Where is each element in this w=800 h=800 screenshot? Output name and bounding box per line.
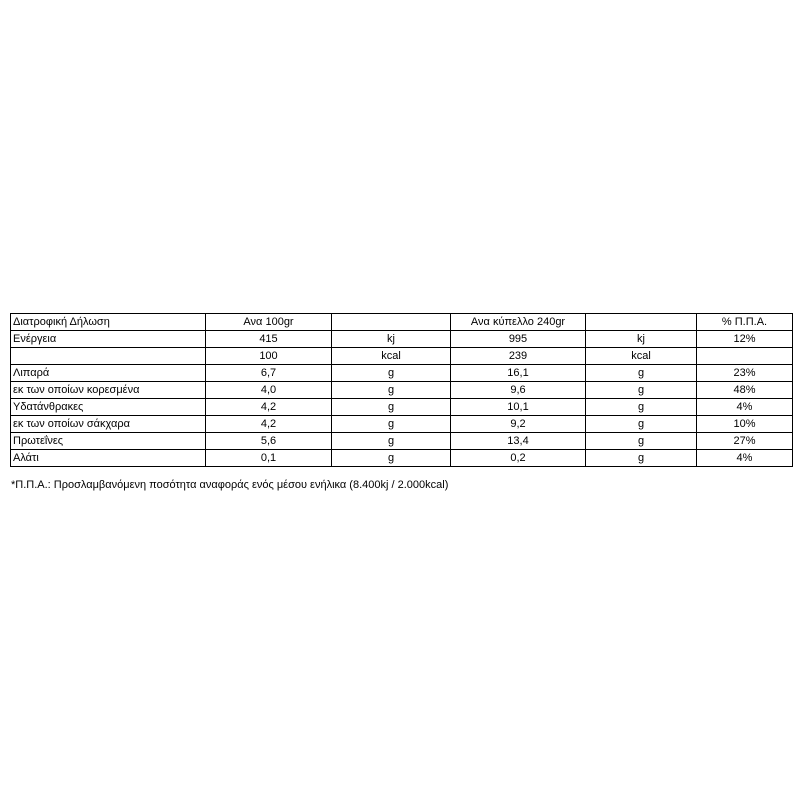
value-per-cup: 13,4 — [451, 433, 586, 450]
value-per-100: 5,6 — [206, 433, 332, 450]
unit-per-cup: kj — [586, 331, 697, 348]
header-title: Διατροφική Δήλωση — [11, 314, 206, 331]
value-per-100: 0,1 — [206, 450, 332, 467]
value-per-cup: 16,1 — [451, 365, 586, 382]
value-per-100: 415 — [206, 331, 332, 348]
ri-percent: 4% — [697, 450, 793, 467]
unit-per-cup: g — [586, 382, 697, 399]
unit-per-cup: g — [586, 399, 697, 416]
value-per-100: 4,2 — [206, 416, 332, 433]
unit-per-100: g — [332, 416, 451, 433]
value-per-cup: 9,6 — [451, 382, 586, 399]
nutrient-name: Αλάτι — [11, 450, 206, 467]
ri-percent: 48% — [697, 382, 793, 399]
unit-per-100: g — [332, 433, 451, 450]
table-row — [11, 331, 793, 348]
value-per-100: 4,2 — [206, 399, 332, 416]
table-row — [11, 450, 793, 467]
header-empty-unit-cup — [586, 314, 697, 331]
unit-per-100: g — [332, 450, 451, 467]
table-row — [11, 433, 793, 450]
nutrient-name: εκ των οποίων κορεσμένα — [11, 382, 206, 399]
nutrient-name — [11, 348, 206, 365]
ri-percent: 4% — [697, 399, 793, 416]
table-row — [11, 382, 793, 399]
value-per-cup: 995 — [451, 331, 586, 348]
ri-percent: 23% — [697, 365, 793, 382]
value-per-cup: 10,1 — [451, 399, 586, 416]
nutrition-table-body — [11, 314, 793, 467]
nutrient-name: Πρωτεΐνες — [11, 433, 206, 450]
unit-per-100: g — [332, 399, 451, 416]
footnote: *Π.Π.Α.: Προσλαμβανόμενη ποσότητα αναφοράς ενός μέσου ενήλικα (8.400kj / 2.000kcal) — [11, 479, 449, 491]
unit-per-100: kcal — [332, 348, 451, 365]
unit-per-100: g — [332, 365, 451, 382]
nutrient-name: Υδατάνθρακες — [11, 399, 206, 416]
ri-percent — [697, 348, 793, 365]
header-per-100: Ανα 100gr — [206, 314, 332, 331]
table-row — [11, 399, 793, 416]
header-per-cup: Ανα κύπελλο 240gr — [451, 314, 586, 331]
unit-per-100: kj — [332, 331, 451, 348]
nutrition-table — [10, 313, 793, 467]
value-per-100: 4,0 — [206, 382, 332, 399]
unit-per-cup: g — [586, 416, 697, 433]
nutrient-name: εκ των οποίων σάκχαρα — [11, 416, 206, 433]
value-per-cup: 9,2 — [451, 416, 586, 433]
ri-percent: 12% — [697, 331, 793, 348]
unit-per-cup: kcal — [586, 348, 697, 365]
value-per-cup: 239 — [451, 348, 586, 365]
table-header-row — [11, 314, 793, 331]
nutrient-name: Λιπαρά — [11, 365, 206, 382]
value-per-cup: 0,2 — [451, 450, 586, 467]
header-empty-unit-100 — [332, 314, 451, 331]
table-row — [11, 348, 793, 365]
unit-per-cup: g — [586, 450, 697, 467]
table-row — [11, 365, 793, 382]
table-row — [11, 416, 793, 433]
nutrient-name: Ενέργεια — [11, 331, 206, 348]
unit-per-100: g — [332, 382, 451, 399]
value-per-100: 100 — [206, 348, 332, 365]
unit-per-cup: g — [586, 365, 697, 382]
unit-per-cup: g — [586, 433, 697, 450]
header-ri: % Π.Π.Α. — [697, 314, 793, 331]
ri-percent: 10% — [697, 416, 793, 433]
ri-percent: 27% — [697, 433, 793, 450]
value-per-100: 6,7 — [206, 365, 332, 382]
